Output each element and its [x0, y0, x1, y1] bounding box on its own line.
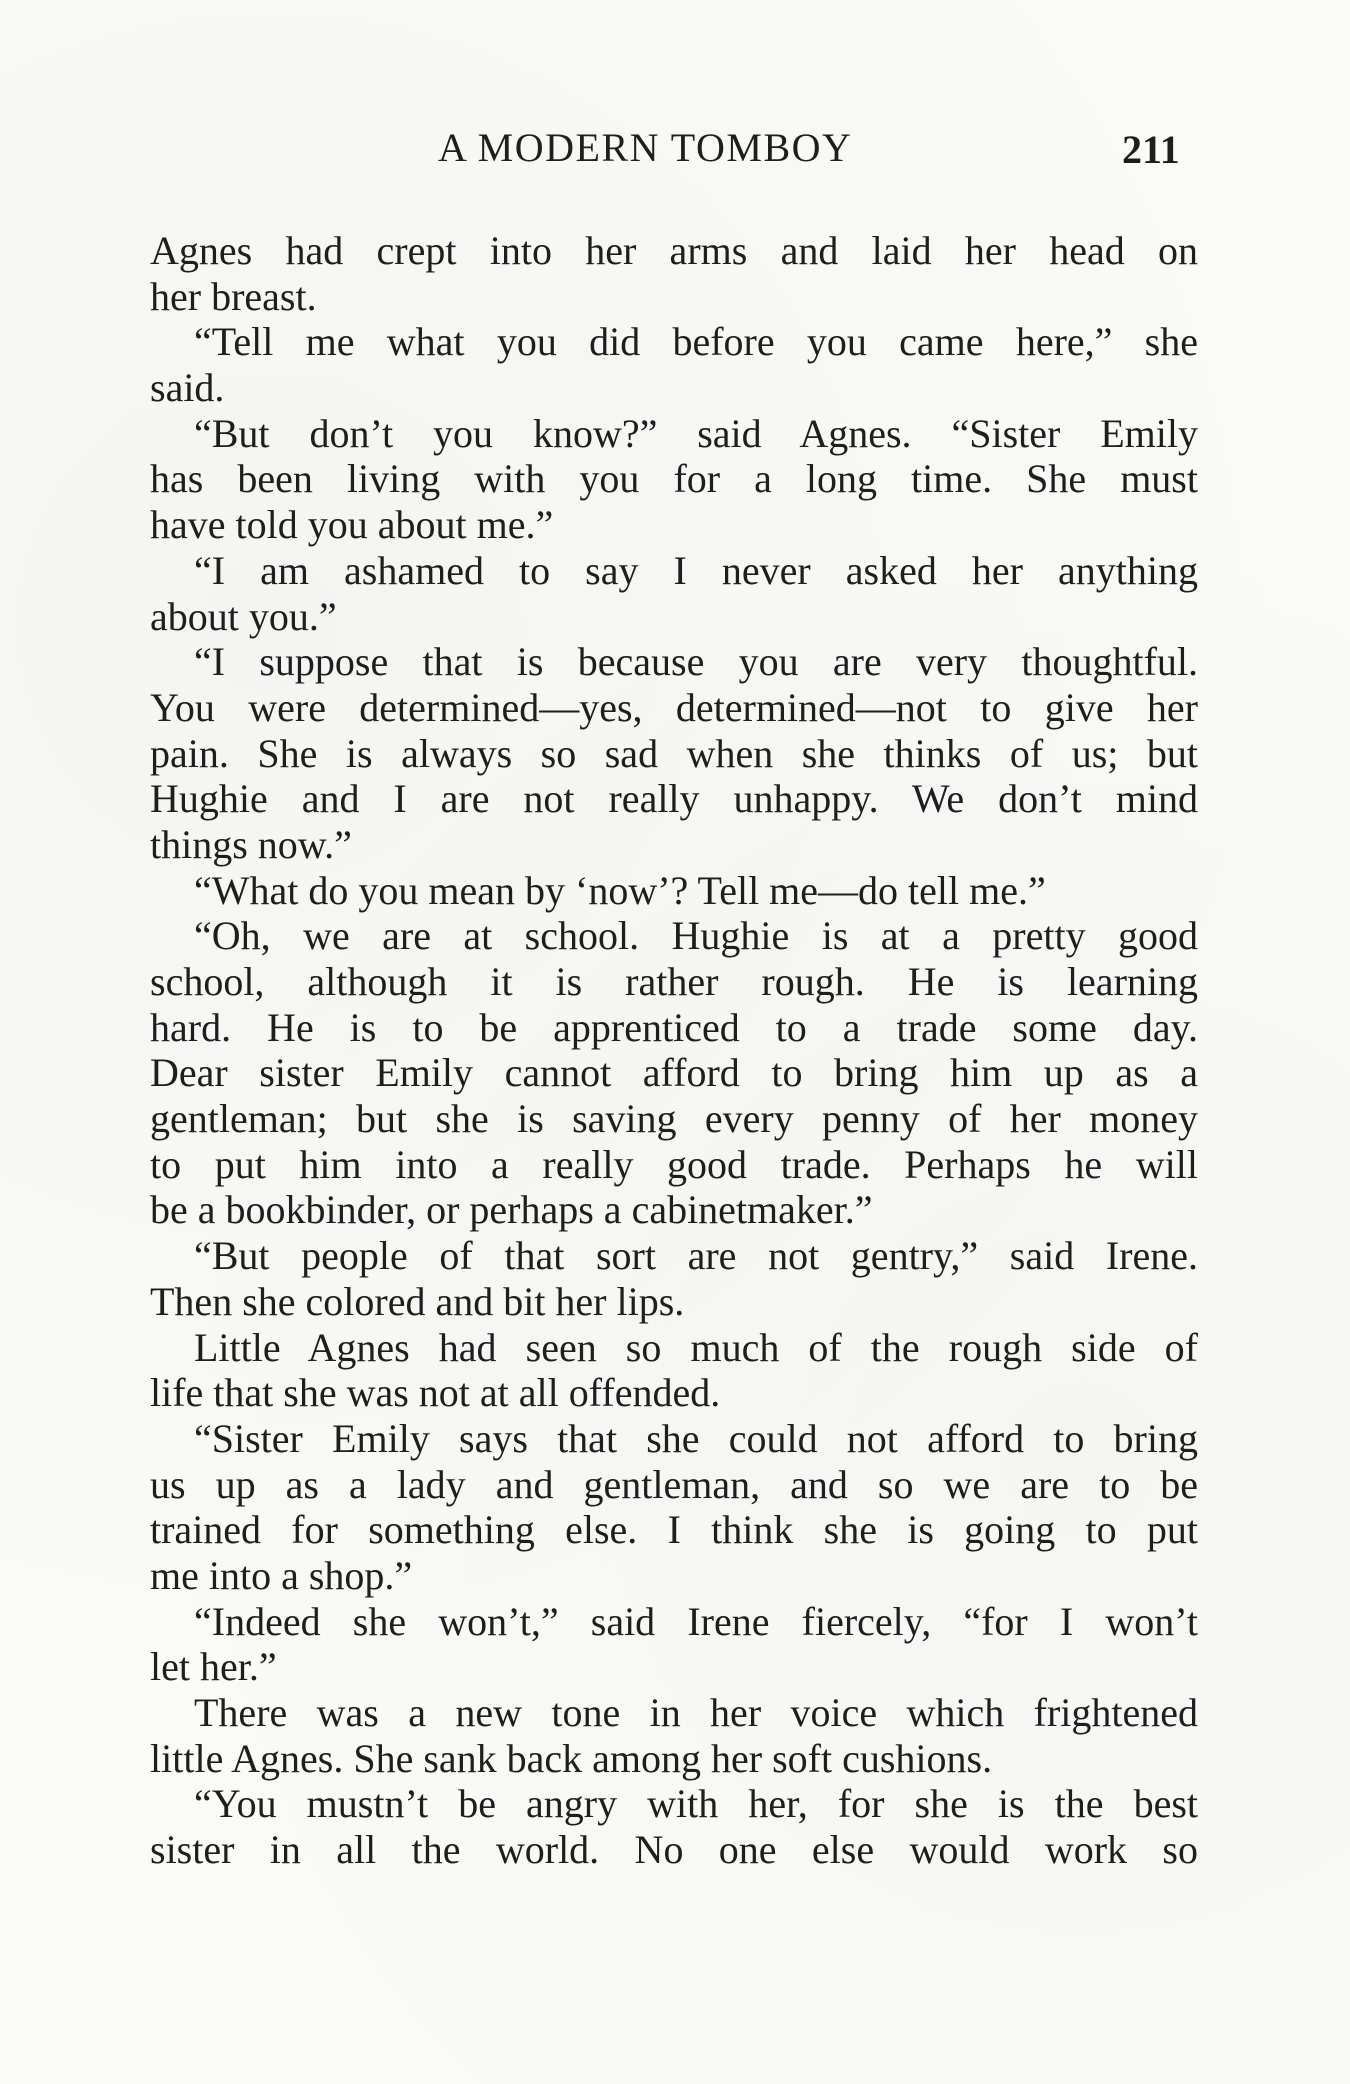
text-line: “But people of that sort are not gentry,” said Irene. [194, 1233, 1198, 1279]
text-line: “Tell me what you did before you came here,” she [194, 319, 1198, 365]
text-line: sister in all the world. No one else would work so [150, 1827, 1198, 1873]
text-line: “Sister Emily says that she could not afford to bring [194, 1415, 1198, 1461]
text-line: trained for something else. I think she is going to put [150, 1507, 1198, 1553]
text-line: has been living with you for a long time. She must [150, 456, 1198, 502]
text-line: “What do you mean by ‘now’? Tell me—do tell me.” [194, 867, 1046, 913]
text-line: little Agnes. She sank back among her soft cushions. [150, 1735, 993, 1781]
text-line: There was a new tone in her voice which frightened [194, 1690, 1198, 1735]
body-text [150, 228, 1198, 1873]
text-line: her breast. [150, 273, 317, 319]
text-line: us up as a lady and gentleman, and so we are to be [150, 1461, 1198, 1507]
text-line: Agnes had crept into her arms and laid her head on [150, 228, 1198, 273]
text-line: pain. She is always so sad when she thinks of us; but [150, 730, 1198, 776]
text-line: be a bookbinder, or perhaps a cabinetmaker.” [150, 1187, 873, 1233]
text-line: “Oh, we are at school. Hughie is at a pretty good [194, 913, 1198, 959]
running-title: A MODERN TOMBOY [438, 125, 853, 170]
text-line: life that she was not at all offended. [150, 1370, 721, 1416]
text-line: school, although it is rather rough. He is learning [150, 959, 1198, 1004]
text-line: “I am ashamed to say I never asked her anything [194, 547, 1198, 593]
page-number: 211 [1122, 127, 1180, 172]
text-line: Then she colored and bit her lips. [150, 1278, 685, 1324]
text-line: “Indeed she won’t,” said Irene fiercely, “for I won’t [194, 1598, 1198, 1644]
text-line: things now.” [150, 821, 352, 867]
text-line: said. [150, 365, 225, 411]
text-line: about you.” [150, 593, 337, 639]
text-line: “But don’t you know?” said Agnes. “Sister Emily [194, 410, 1198, 456]
text-line: Hughie and I are not really unhappy. We don’t mind [150, 776, 1198, 822]
text-line: Dear sister Emily cannot afford to bring him up as a [150, 1050, 1198, 1096]
text-line: “I suppose that is because you are very thoughtful. [194, 639, 1198, 685]
text-line: Little Agnes had seen so much of the rough side of [194, 1324, 1198, 1370]
text-line: to put him into a really good trade. Perhaps he will [150, 1141, 1198, 1187]
text-line: me into a shop.” [150, 1552, 413, 1598]
text-line: hard. He is to be apprenticed to a trade some day. [150, 1004, 1198, 1050]
text-line: have told you about me.” [150, 502, 554, 548]
text-line: let her.” [150, 1644, 277, 1690]
text-line: “You mustn’t be angry with her, for she is the best [194, 1781, 1198, 1827]
text-line: You were determined—yes, determined—not to give her [150, 684, 1198, 730]
text-line: gentleman; but she is saving every penny of her money [150, 1096, 1198, 1142]
